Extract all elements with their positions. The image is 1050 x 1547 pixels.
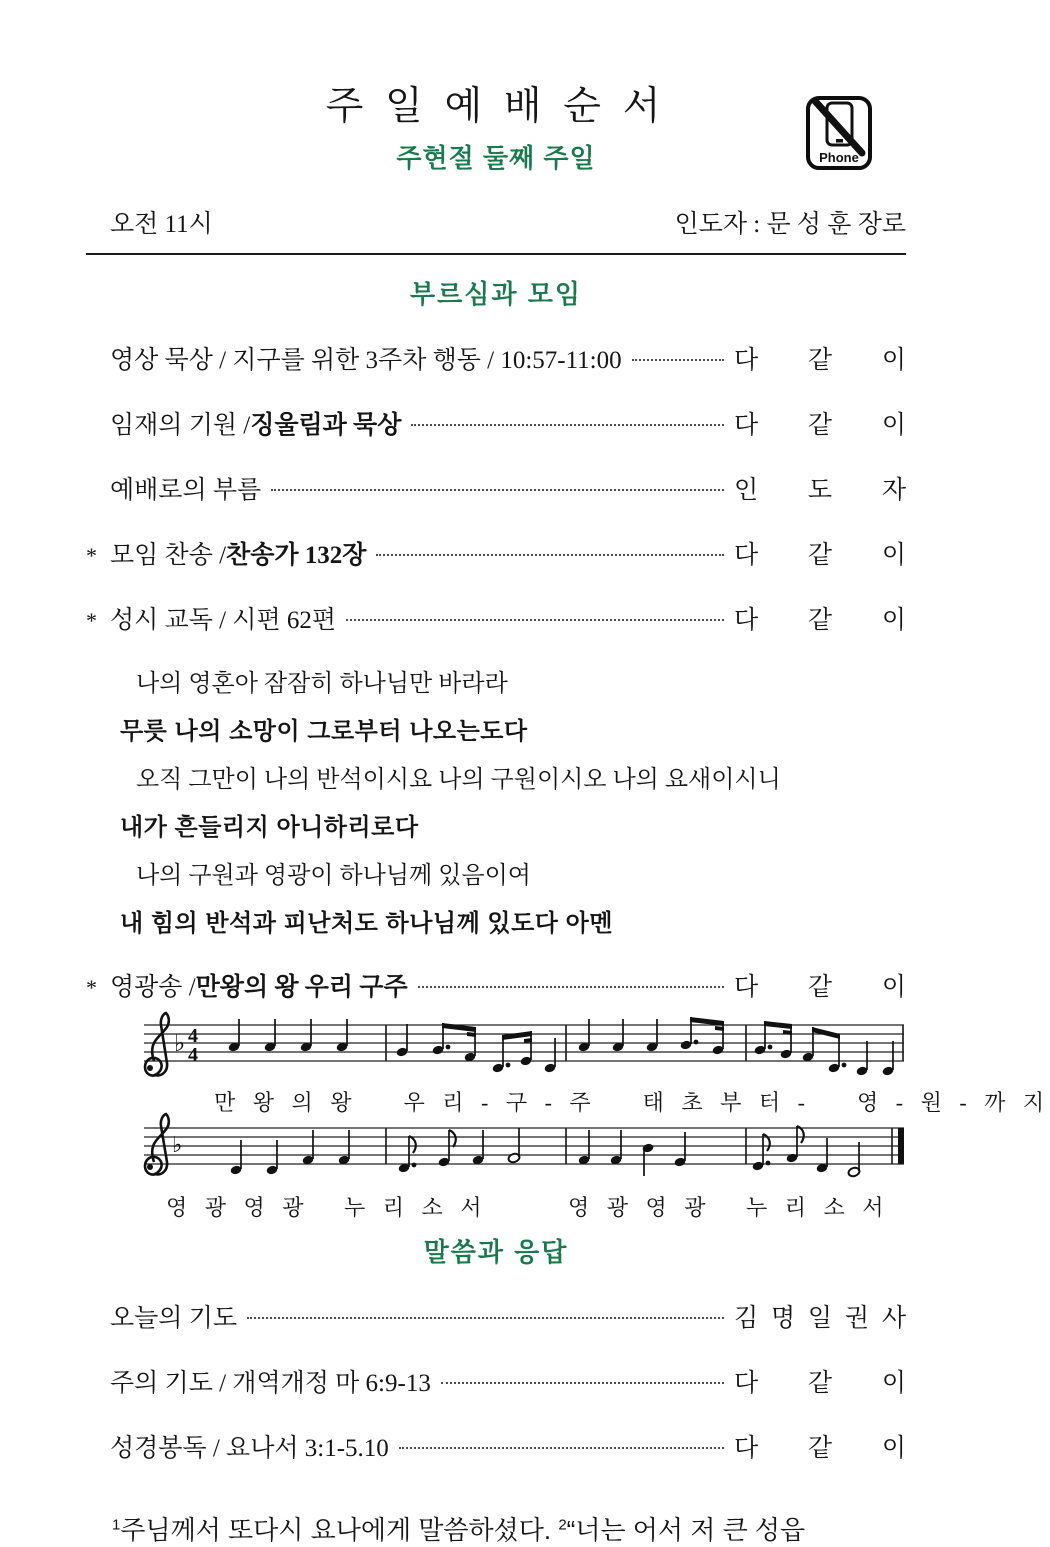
congregation-marker: * <box>86 542 97 568</box>
performer-char: 이 <box>881 973 906 1001</box>
performer-char: 같 <box>807 1434 833 1462</box>
service-item <box>86 405 906 441</box>
performer-char: 같 <box>807 606 833 634</box>
service-item <box>86 535 906 571</box>
psalm-line-congregation: 내 힘의 반석과 피난처도 하나님께 있도다 아멘 <box>120 909 614 937</box>
performer-char: 김 <box>734 1304 759 1332</box>
dotted-leader <box>399 1447 724 1449</box>
performer-char: 일 <box>807 1304 833 1332</box>
item-label-bold: 만왕의 왕 우리 구주 <box>195 973 408 1001</box>
item-label: 임재의 기원 / <box>110 411 251 439</box>
performer-char: 이 <box>881 411 906 439</box>
performer-char: 같 <box>807 541 833 569</box>
psalm-responsive-reading <box>120 663 906 938</box>
music-staff-2 <box>86 1118 906 1190</box>
dotted-leader <box>632 359 724 361</box>
hymn-lyrics-line-1: 만 왕 의 왕 우 리 - 구 - 주 태 초 부 터 - 영 - 원 - 까 지 <box>214 1089 1050 1115</box>
performer-char: 같 <box>807 411 833 439</box>
section-title-calling: 부르심과 모임 <box>410 278 582 309</box>
psalm-line-leader: 나의 구원과 영광이 하나님께 있음이여 <box>136 862 531 889</box>
performer-char: 다 <box>734 1434 759 1462</box>
item-performer <box>734 340 906 376</box>
performer-char: 다 <box>734 346 759 374</box>
performer-char: 권 <box>844 1304 870 1332</box>
notes-measure-3 <box>578 1017 725 1055</box>
treble-clef-icon <box>145 1114 169 1175</box>
service-item <box>86 1428 906 1464</box>
performer-char: 도 <box>807 476 833 504</box>
performer-char: 같 <box>807 346 833 374</box>
item-label: 모임 찬송 / <box>110 541 227 569</box>
dotted-leader <box>411 424 724 426</box>
performer-char: 다 <box>734 541 759 569</box>
psalm-line-leader: 오직 그만이 나의 반석이시요 나의 구원이시오 나의 요새이시니 <box>136 766 781 793</box>
music-staff-1 <box>86 1011 906 1089</box>
phone-button <box>836 139 843 143</box>
item-label-bold: 징울림과 묵상 <box>250 411 402 439</box>
final-barline <box>898 1128 904 1164</box>
performer-char: 다 <box>734 1369 759 1397</box>
service-item <box>86 340 906 376</box>
verse-text: “너는 어서 저 큰 성읍 <box>566 1514 806 1545</box>
no-phone-icon-graphic <box>810 100 868 166</box>
flat-sign: ♭ <box>174 1028 186 1057</box>
psalm-line-congregation: 무릇 나의 소망이 그로부터 나오는도다 <box>120 717 528 745</box>
flat-sign: ♭ <box>172 1133 183 1159</box>
section-title-word-response: 말씀과 응답 <box>423 1236 569 1267</box>
item-label-bold: 찬송가 132장 <box>226 541 367 569</box>
performer-char: 이 <box>881 1369 906 1397</box>
notes-measure-2 <box>396 1023 557 1073</box>
item-performer <box>734 1298 906 1334</box>
page-title: 주 일 예 배 순 서 <box>325 85 667 128</box>
performer-char: 이 <box>881 1434 906 1462</box>
phone-icon-label: Phone <box>819 150 859 165</box>
performer-char: 이 <box>881 541 906 569</box>
scripture-excerpt <box>112 1510 906 1547</box>
dotted-leader <box>271 489 724 491</box>
item-performer <box>734 535 906 571</box>
hymn-lyrics-line-2: 영 광 영 광 누 리 소 서 영 광 영 광 누 리 소 서 <box>166 1195 890 1221</box>
item-performer <box>734 600 906 636</box>
performer-char: 자 <box>881 476 906 504</box>
psalm-line-congregation: 내가 흔들리지 아니하리로다 <box>120 813 419 841</box>
verse-number: 1 <box>112 1516 121 1534</box>
notes-measure-4 <box>754 1021 895 1076</box>
time-signature-top: 4 <box>188 1024 198 1047</box>
page-subtitle: 주현절 둘째 주일 <box>396 142 596 173</box>
time-signature-bottom: 4 <box>188 1043 198 1066</box>
dotted-leader <box>376 554 724 556</box>
dotted-leader <box>418 986 724 988</box>
item-label: 성경봉독 / 요나서 3:1-5.10 <box>110 1434 389 1462</box>
no-phone-icon <box>806 96 872 170</box>
congregation-marker: * <box>86 974 97 1000</box>
header-divider <box>86 253 906 255</box>
dotted-leader <box>247 1317 724 1319</box>
performer-char: 인 <box>734 476 759 504</box>
performer-char: 명 <box>770 1304 796 1332</box>
performer-char: 이 <box>881 606 906 634</box>
performer-char: 사 <box>881 1304 906 1332</box>
dotted-leader <box>441 1382 724 1384</box>
verse-number: 2 <box>558 1516 567 1534</box>
service-leader: 인도자 : 문 성 훈 장로 <box>674 210 906 238</box>
item-label: 성시 교독 / 시편 62편 <box>110 606 336 634</box>
service-item <box>86 1363 906 1399</box>
congregation-marker: * <box>86 607 97 633</box>
treble-clef-icon <box>145 1013 169 1076</box>
item-performer <box>734 405 906 441</box>
verse-text: 주님께서 또다시 요나에게 말씀하셨다. <box>120 1514 559 1545</box>
dotted-leader <box>346 619 724 621</box>
performer-char: 다 <box>734 973 759 1001</box>
notes-measure-4 <box>752 1126 861 1178</box>
item-performer <box>734 470 906 506</box>
performer-char: 다 <box>734 606 759 634</box>
service-item-gloria <box>86 967 906 1003</box>
item-label: 주의 기도 / 개역개정 마 6:9-13 <box>110 1369 431 1397</box>
item-label: 예배로의 부름 <box>110 476 262 504</box>
performer-char: 다 <box>734 411 759 439</box>
item-label: 오늘의 기도 <box>110 1304 238 1332</box>
performer-char: 같 <box>807 973 833 1001</box>
service-item <box>86 470 906 506</box>
performer-char: 이 <box>881 346 906 374</box>
item-performer <box>734 1428 906 1464</box>
item-label: 영광송 / <box>110 973 196 1001</box>
item-performer <box>734 1363 906 1399</box>
psalm-line-leader: 나의 영혼아 잠잠히 하나님만 바라라 <box>136 670 508 697</box>
notes-measure-1 <box>228 1019 349 1052</box>
service-item <box>86 1298 906 1334</box>
performer-char: 같 <box>807 1369 833 1397</box>
item-label: 영상 묵상 / 지구를 위한 3주차 행동 / 10:57-11:00 <box>110 346 622 374</box>
service-item <box>86 600 906 636</box>
notes-measure-2 <box>398 1128 521 1173</box>
service-info-row <box>86 204 906 240</box>
item-performer <box>734 967 906 1003</box>
service-time: 오전 11시 <box>110 210 213 238</box>
